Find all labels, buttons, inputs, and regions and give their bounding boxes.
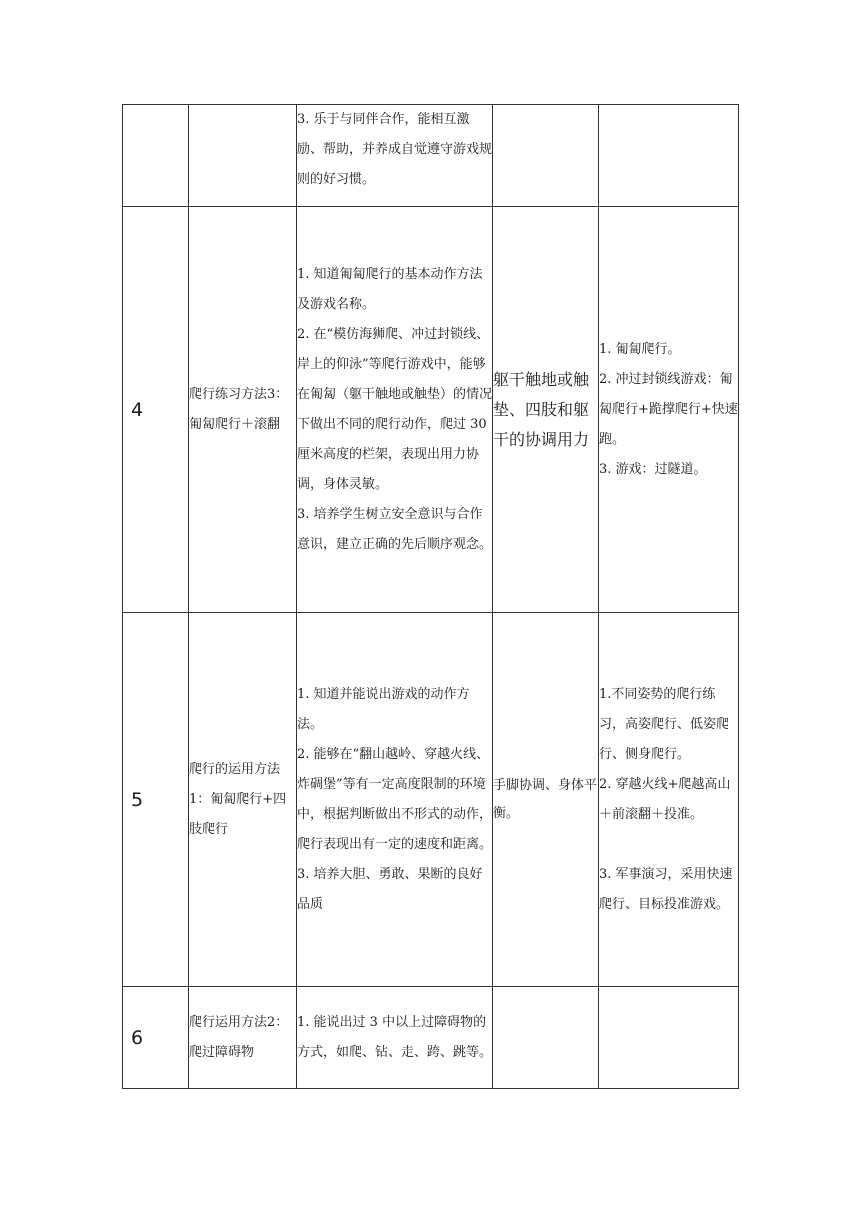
content-item: 3. 游戏：过隧道。 <box>599 461 707 477</box>
lesson-number: 6 <box>123 987 189 1089</box>
goal-item: 3. 乐于与同伴合作，能相互激励、帮助，并养成自觉遵守游戏规则的好习惯。 <box>297 112 493 187</box>
content-item: 1. 匍匐爬行。 <box>599 341 681 357</box>
lesson-goals <box>297 987 493 1089</box>
goal-item: 2. 能够在“翻山越岭、穿越火线、炸碉堡”等有一定高度限制的环境中，根据判断做出不形式的动作，爬行表现出有一定的速度和距离。 <box>297 746 493 852</box>
lesson-content <box>599 105 739 207</box>
content-item: 2. 冲过封锁线游戏：匍匐爬行+跪撑爬行+快速跑。 <box>599 371 738 447</box>
lesson-content <box>599 987 739 1089</box>
goal-item: 2. 在“模仿海狮爬、冲过封锁线、岸上的仰泳”等爬行游戏中，能够在匍匐（躯干触地或触垫）的情况下做出不同的爬行动作，爬过 30 厘米高度的栏架，表现出用力协调，身体灵敏。 <box>297 326 493 492</box>
lesson-topic: 爬行运用方法2：爬过障碍物 <box>189 987 297 1089</box>
table-row <box>123 105 739 207</box>
lesson-topic: 爬行的运用方法 1：匍匐爬行+四肢爬行 <box>189 613 297 987</box>
lesson-key-point: 手脚协调、身体平衡。 <box>493 613 599 987</box>
lesson-content <box>599 613 739 987</box>
lesson-number: 4 <box>123 207 189 613</box>
table-row <box>123 207 739 613</box>
lesson-topic: 爬行练习方法3：匍匐爬行＋滚翻 <box>189 207 297 613</box>
lesson-goals <box>297 207 493 613</box>
goal-item: 1. 能说出过 3 中以上过障碍物的方式，如爬、钻、走、跨、跳等。 <box>297 1014 493 1060</box>
content-spacer <box>599 830 738 860</box>
content-item: 1.不同姿势的爬行练习，高姿爬行、低姿爬行、侧身爬行。 <box>599 686 730 762</box>
lesson-topic <box>189 105 297 207</box>
goal-item: 3. 培养大胆、勇敢、果断的良好品质 <box>297 866 483 912</box>
table-row <box>123 613 739 987</box>
goal-item: 1. 知道匍匐爬行的基本动作方法及游戏名称。 <box>297 266 483 312</box>
lesson-plan-table <box>122 104 739 1089</box>
lesson-key-point <box>493 987 599 1089</box>
table-row <box>123 987 739 1089</box>
lesson-goals <box>297 105 493 207</box>
lesson-number: 5 <box>123 613 189 987</box>
lesson-number <box>123 105 189 207</box>
content-item: 3. 军事演习，采用快速爬行、目标投准游戏。 <box>599 866 733 912</box>
lesson-goals <box>297 613 493 987</box>
goal-item: 1. 知道并能说出游戏的动作方法。 <box>297 686 470 732</box>
goal-item: 3. 培养学生树立安全意识与合作意识，建立正确的先后顺序观念。 <box>297 506 493 552</box>
lesson-key-point <box>493 105 599 207</box>
lesson-content <box>599 207 739 613</box>
lesson-key-point: 躯干触地或触垫、四肢和躯干的协调用力 <box>493 207 599 613</box>
content-item: 2. 穿越火线+爬越高山＋前滚翻＋投准。 <box>599 776 731 822</box>
